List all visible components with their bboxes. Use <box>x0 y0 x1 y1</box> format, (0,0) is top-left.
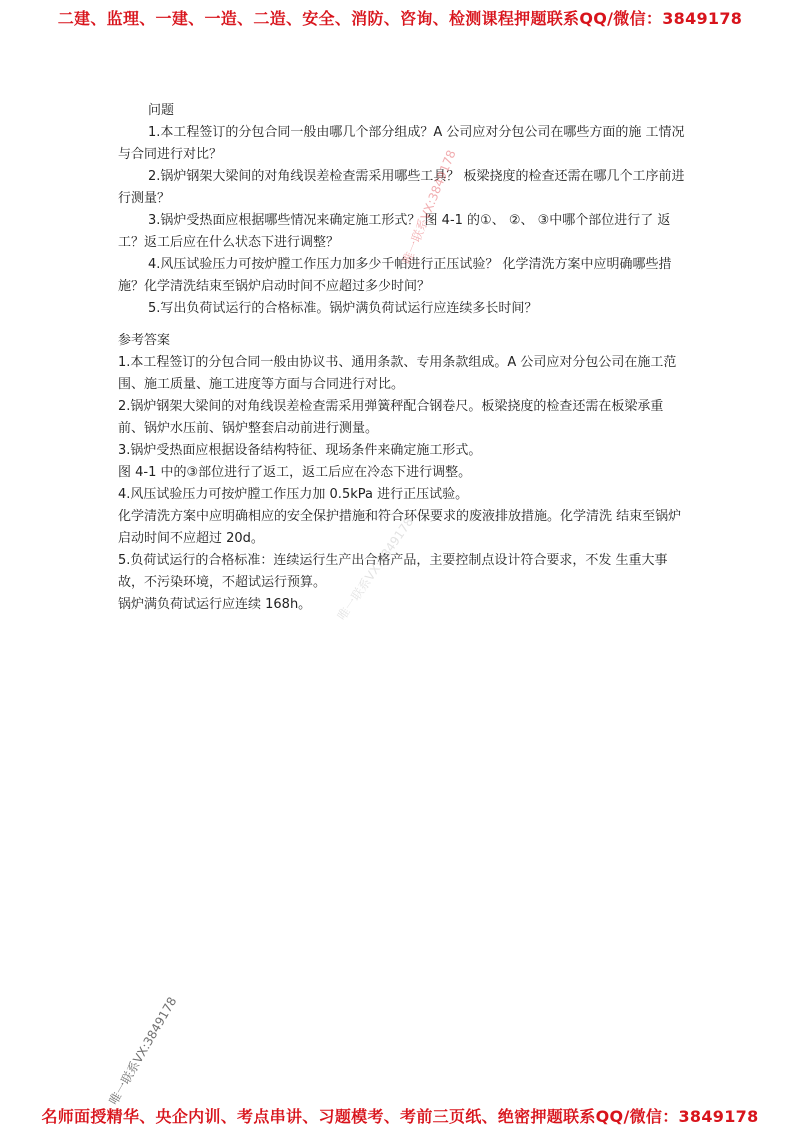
answer-item: 5.负荷试运行的合格标准：连续运行生产出合格产品，主要控制点设计符合要求，不发 生重大事故，不污染环境，不超试运行预算。 <box>118 553 668 590</box>
top-banner: 二建、监理、一建、一造、二造、安全、消防、咨询、检测课程押题联系QQ/微信：3849178 <box>57 9 743 28</box>
bottom-banner: 名师面授精华、央企内训、考点串讲、习题模考、考前三页纸、绝密押题联系QQ/微信：3849178 <box>41 1107 759 1126</box>
answer-item: 1.本工程签订的分包合同一般由协议书、通用条款、专用条款组成。A 公司应对分包公司在施工范围、施工质量、施工进度等方面与合同进行对比。 <box>118 355 677 392</box>
answers-heading: 参考答案 <box>118 333 171 348</box>
question-item: 3.锅炉受热面应根据哪些情况来确定施工形式？ 图 4-1 的①、 ②、 ③中哪个部位进行了 返工？返工后应在什么状态下进行调整？ <box>118 213 671 250</box>
bottom-left-watermark: 唯一联系VX:3849178 <box>106 994 180 1108</box>
center-watermark: 唯一联系VX:3849178 <box>334 514 417 623</box>
question-item: 1.本工程签订的分包合同一般由哪几个部分组成？A 公司应对分包公司在哪些方面的施 工情况与合同进行对比？ <box>118 125 685 162</box>
answer-item: 化学清洗方案中应明确相应的安全保护措施和符合环保要求的废液排放措施。化学清洗 结束至锅炉启动时间不应超过 20d。 <box>118 509 682 546</box>
question-item: 5.写出负荷试运行的合格标准。锅炉满负荷试运行应连续多长时间？ <box>148 301 538 316</box>
answer-item: 2.锅炉钢架大梁间的对角线误差检查需采用弹簧秤配合钢卷尺。板梁挠度的检查还需在板梁承重前、锅炉水压前、锅炉整套启动前进行测量。 <box>118 399 664 436</box>
answer-item: 4.风压试验压力可按炉膛工作压力加 0.5kPa 进行正压试验。 <box>118 487 469 502</box>
answer-item: 3.锅炉受热面应根据设备结构特征、现场条件来确定施工形式。 <box>118 443 482 458</box>
answers-section <box>118 330 688 616</box>
questions-heading: 问题 <box>148 103 175 118</box>
side-watermark: 唯一联系VX:3849178 <box>399 148 459 267</box>
questions-section <box>118 100 688 320</box>
answer-item: 锅炉满负荷试运行应连续 168h。 <box>118 597 312 612</box>
answer-item: 图 4-1 中的③部位进行了返工，返工后应在冷态下进行调整。 <box>118 465 472 480</box>
question-item: 2.锅炉钢架大梁间的对角线误差检查需采用哪些工具？ 板梁挠度的检查还需在哪几个工序前进行测量？ <box>118 169 685 206</box>
question-item: 4.风压试验压力可按炉膛工作压力加多少千帕进行正压试验？ 化学清洗方案中应明确哪些措施？化学清洗结束至锅炉启动时间不应超过多少时间？ <box>118 257 672 294</box>
